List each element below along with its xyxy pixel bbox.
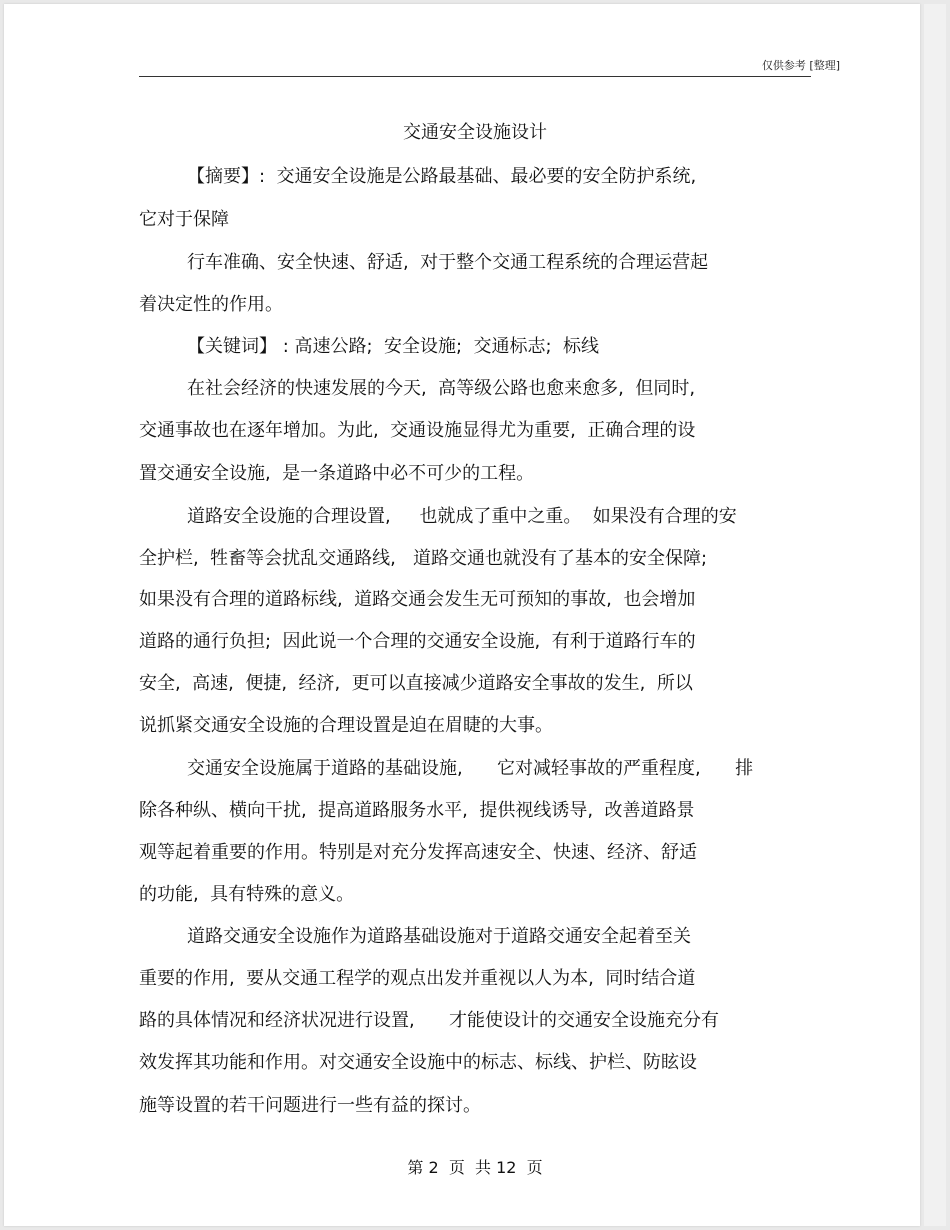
viewer-background-strip	[924, 4, 946, 1226]
body-line: 交通安全设施属于道路的基础设施, 它对减轻事故的严重程度, 排	[187, 758, 754, 779]
body-line: 安全, 高速, 便捷, 经济, 更可以直接减少道路安全事故的发生, 所以	[139, 673, 693, 694]
body-line: 道路安全设施的合理设置, 也就成了重中之重。 如果没有合理的安	[187, 506, 737, 527]
body-line: 如果没有合理的道路标线, 道路交通会发生无可预知的事故, 也会增加	[139, 589, 696, 610]
body-line: 重要的作用, 要从交通工程学的观点出发并重视以人为本, 同时结合道	[139, 968, 696, 989]
body-line: 路的具体情况和经济状况进行设置, 才能使设计的交通安全设施充分有	[139, 1010, 720, 1031]
body-line: 道路交通安全设施作为道路基础设施对于道路交通安全起着至关	[187, 926, 691, 947]
body-line: 施等设置的若干问题进行一些有益的探讨。	[139, 1095, 481, 1116]
body-line: 说抓紧交通安全设施的合理设置是迫在眉睫的大事。	[139, 715, 553, 736]
body-line: 【关键词】 : 高速公路; 安全设施; 交通标志; 标线	[187, 336, 600, 357]
body-line: 行车准确、安全快速、舒适, 对于整个交通工程系统的合理运营起	[187, 252, 709, 273]
body-line: 着决定性的作用。	[139, 294, 283, 315]
header-note: 仅供参考 [整理]	[761, 59, 840, 72]
page-number-footer: 第 2 页 共 12 页	[407, 1158, 543, 1177]
header-rule	[139, 76, 811, 77]
document-title: 交通安全设施设计	[403, 122, 547, 143]
body-line: 交通事故也在逐年增加。为此, 交通设施显得尤为重要, 正确合理的设	[139, 420, 696, 441]
body-line: 在社会经济的快速发展的今天, 高等级公路也愈来愈多, 但同时,	[187, 378, 696, 399]
body-line: 置交通安全设施, 是一条道路中必不可少的工程。	[139, 463, 535, 484]
body-line: 全护栏, 牲畜等会扰乱交通路线, 道路交通也就没有了基本的安全保障;	[139, 548, 708, 569]
body-line: 的功能, 具有特殊的意义。	[139, 884, 355, 905]
body-line: 观等起着重要的作用。特别是对充分发挥高速安全、快速、经济、舒适	[139, 842, 697, 863]
body-line: 效发挥其功能和作用。对交通安全设施中的标志、标线、护栏、防眩设	[139, 1052, 697, 1073]
body-line: 道路的通行负担; 因此说一个合理的交通安全设施, 有利于道路行车的	[139, 631, 696, 652]
body-line: 除各种纵、横向干扰, 提高道路服务水平, 提供视线诱导, 改善道路景	[139, 800, 695, 821]
body-line: 【摘要】: 交通安全设施是公路最基础、最必要的安全防护系统,	[187, 166, 697, 187]
body-line: 它对于保障	[139, 209, 229, 230]
